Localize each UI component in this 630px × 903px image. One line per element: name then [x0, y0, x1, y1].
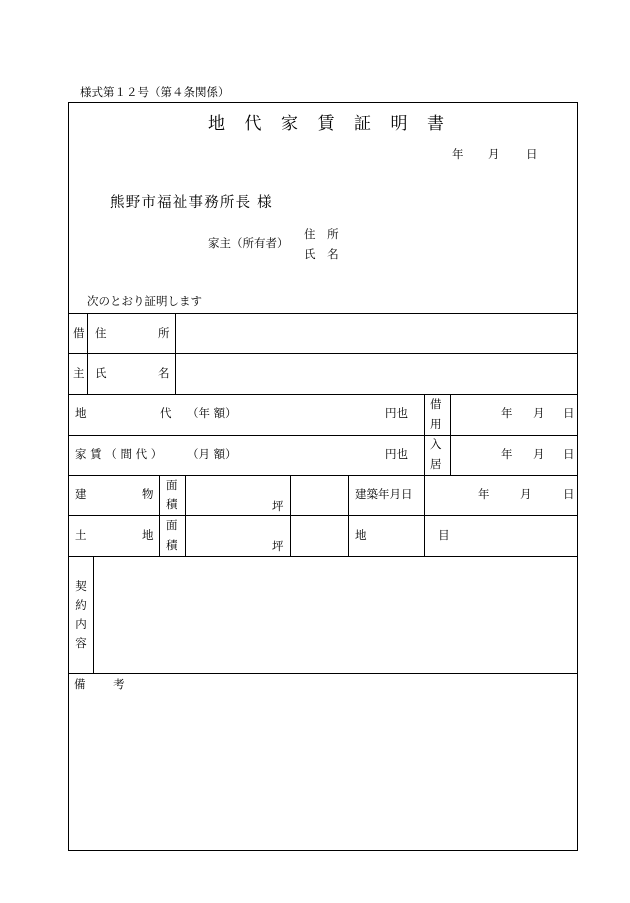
rule-rent-bottom	[68, 475, 578, 476]
rule-building-bottom	[68, 515, 578, 516]
land-area-label-a: 面	[166, 518, 178, 532]
remarks-label: 備 考	[74, 677, 137, 691]
building-area-label-a: 面	[166, 478, 178, 492]
tenant-address-label-b: 所	[158, 326, 170, 340]
built-date-month: 月	[520, 487, 532, 501]
rule-contract-label	[93, 556, 94, 673]
house-rent-period: （月 額）	[187, 447, 237, 461]
house-rent-yen-unit: 円也	[385, 447, 408, 461]
land-label-b: 地	[142, 528, 154, 542]
contract-details-label	[74, 577, 88, 653]
land-rent-yen-unit: 円也	[385, 406, 408, 420]
rule-tenant-bottom	[68, 394, 578, 395]
built-date-day: 日	[563, 487, 575, 501]
landlord-name-label: 氏 名	[304, 247, 343, 261]
land-label-a: 土	[75, 528, 87, 542]
certification-statement: 次のとおり証明します	[87, 294, 202, 308]
document-title: 地代家賃証明書	[208, 114, 464, 134]
rule-land-bottom	[68, 556, 578, 557]
rule-bl-area-value	[290, 475, 291, 556]
move-in-label-a: 入	[430, 437, 442, 451]
building-built-date-label: 建築年月日	[355, 487, 413, 501]
contract-label-char: 約	[75, 598, 87, 612]
tenant-name-label-a: 氏	[95, 366, 107, 380]
lease-date-month: 月	[533, 406, 545, 420]
move-in-date-month: 月	[533, 447, 545, 461]
contract-label-char: 内	[75, 617, 87, 631]
rule-bl-mid	[348, 475, 349, 556]
contract-label-char: 契	[75, 579, 87, 593]
lease-label-a: 借	[430, 397, 442, 411]
date-month-label: 月	[488, 147, 500, 161]
lease-date-day: 日	[563, 406, 575, 420]
building-label-b: 物	[142, 487, 154, 501]
recipient: 熊野市福祉事務所長 様	[110, 195, 273, 211]
rule-bl-right	[424, 475, 425, 556]
landlord-address-label: 住 所	[304, 227, 343, 241]
house-rent-label: 家 賃 （ 間 代 ）	[75, 447, 163, 461]
move-in-date-year: 年	[501, 447, 513, 461]
lease-label-b: 用	[430, 417, 442, 431]
contract-label-char: 容	[75, 636, 87, 650]
rule-rent-date-label	[424, 394, 425, 475]
tenant-side-label-bottom: 主	[73, 366, 85, 380]
building-tsubo-unit: 坪	[272, 499, 284, 513]
rule-tenant-side	[87, 313, 88, 394]
move-in-date-day: 日	[563, 447, 575, 461]
lease-date-year: 年	[501, 406, 513, 420]
built-date-year: 年	[478, 487, 490, 501]
form-number: 様式第１２号（第４条関係）	[80, 85, 230, 99]
rule-bl-label	[159, 475, 160, 556]
land-tsubo-unit: 坪	[272, 539, 284, 553]
land-category-label: 地 目	[355, 528, 484, 542]
rule-tenant-label	[175, 313, 176, 394]
tenant-name-label-b: 名	[158, 366, 170, 380]
rule-rent-date-value	[450, 394, 451, 475]
building-label-a: 建	[75, 487, 87, 501]
rule-tenant-mid	[68, 353, 578, 354]
certificate-frame	[68, 102, 578, 851]
rule-rent-mid	[68, 435, 578, 436]
land-rent-period: （年 額）	[187, 406, 237, 420]
rule-contract-bottom	[68, 673, 578, 674]
land-area-label-b: 積	[166, 538, 178, 552]
tenant-side-label-top: 借	[73, 326, 85, 340]
date-day-label: 日	[526, 147, 538, 161]
landlord-label: 家主（所有者）	[208, 236, 289, 250]
rule-header-bottom	[68, 313, 578, 314]
move-in-label-b: 居	[430, 457, 442, 471]
land-rent-label-a: 地	[75, 406, 87, 420]
date-year-label: 年	[452, 147, 464, 161]
building-area-label-b: 積	[166, 497, 178, 511]
land-rent-label-b: 代	[160, 406, 172, 420]
tenant-address-label-a: 住	[95, 326, 107, 340]
rule-bl-area-label	[185, 475, 186, 556]
